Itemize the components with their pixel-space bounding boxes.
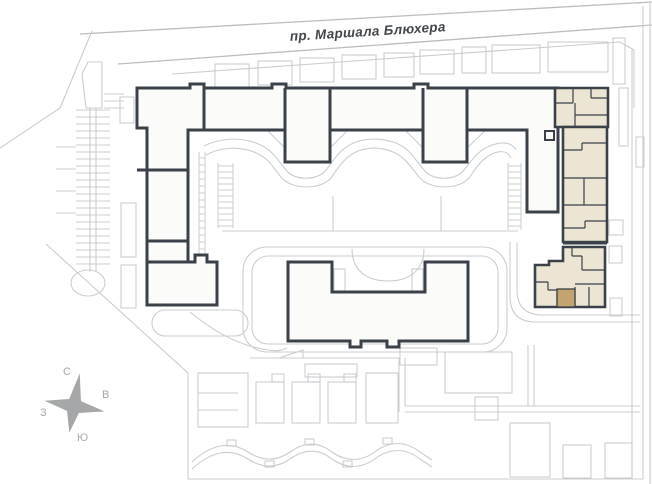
parking-turnaround xyxy=(71,270,105,296)
southwest-curve xyxy=(190,312,287,351)
courtyard-wavy-path-outer xyxy=(204,139,516,178)
south-area xyxy=(192,345,640,478)
kiosk-outline xyxy=(82,62,102,108)
selected-apartment[interactable] xyxy=(557,289,575,307)
parking-aisle xyxy=(90,108,96,272)
hatch-strip-east xyxy=(508,163,521,230)
ladder-path-west xyxy=(199,152,205,262)
playground-bulge xyxy=(352,249,424,281)
compass-star-icon xyxy=(40,368,110,438)
kiosk-steps xyxy=(104,94,124,108)
street-name-label: пр. Маршала Блюхера xyxy=(289,19,447,44)
wavy-path-tabs xyxy=(227,438,392,467)
south-wavy-path-bottom xyxy=(192,451,432,469)
hatch-strip-west xyxy=(218,163,233,228)
compass-south-label: Ю xyxy=(77,432,89,444)
sports-grounds xyxy=(198,352,632,478)
parking-ticks xyxy=(56,110,110,264)
path-wedge xyxy=(279,350,303,358)
compass-west-label: З xyxy=(40,407,47,419)
southwest-path-loop xyxy=(152,310,248,336)
boundary-northwest xyxy=(0,31,92,148)
main-building[interactable] xyxy=(137,84,558,305)
compass-rose xyxy=(40,366,110,444)
lawn-edges xyxy=(222,196,518,231)
bottom-building[interactable] xyxy=(288,262,468,347)
compass-north-label: С xyxy=(63,366,71,378)
bottom-building-outline[interactable] xyxy=(288,262,468,347)
parking-strip xyxy=(56,62,136,308)
main-building-outline[interactable] xyxy=(137,84,558,305)
compass-east-label: В xyxy=(102,389,110,401)
section-top-block[interactable] xyxy=(555,88,608,127)
